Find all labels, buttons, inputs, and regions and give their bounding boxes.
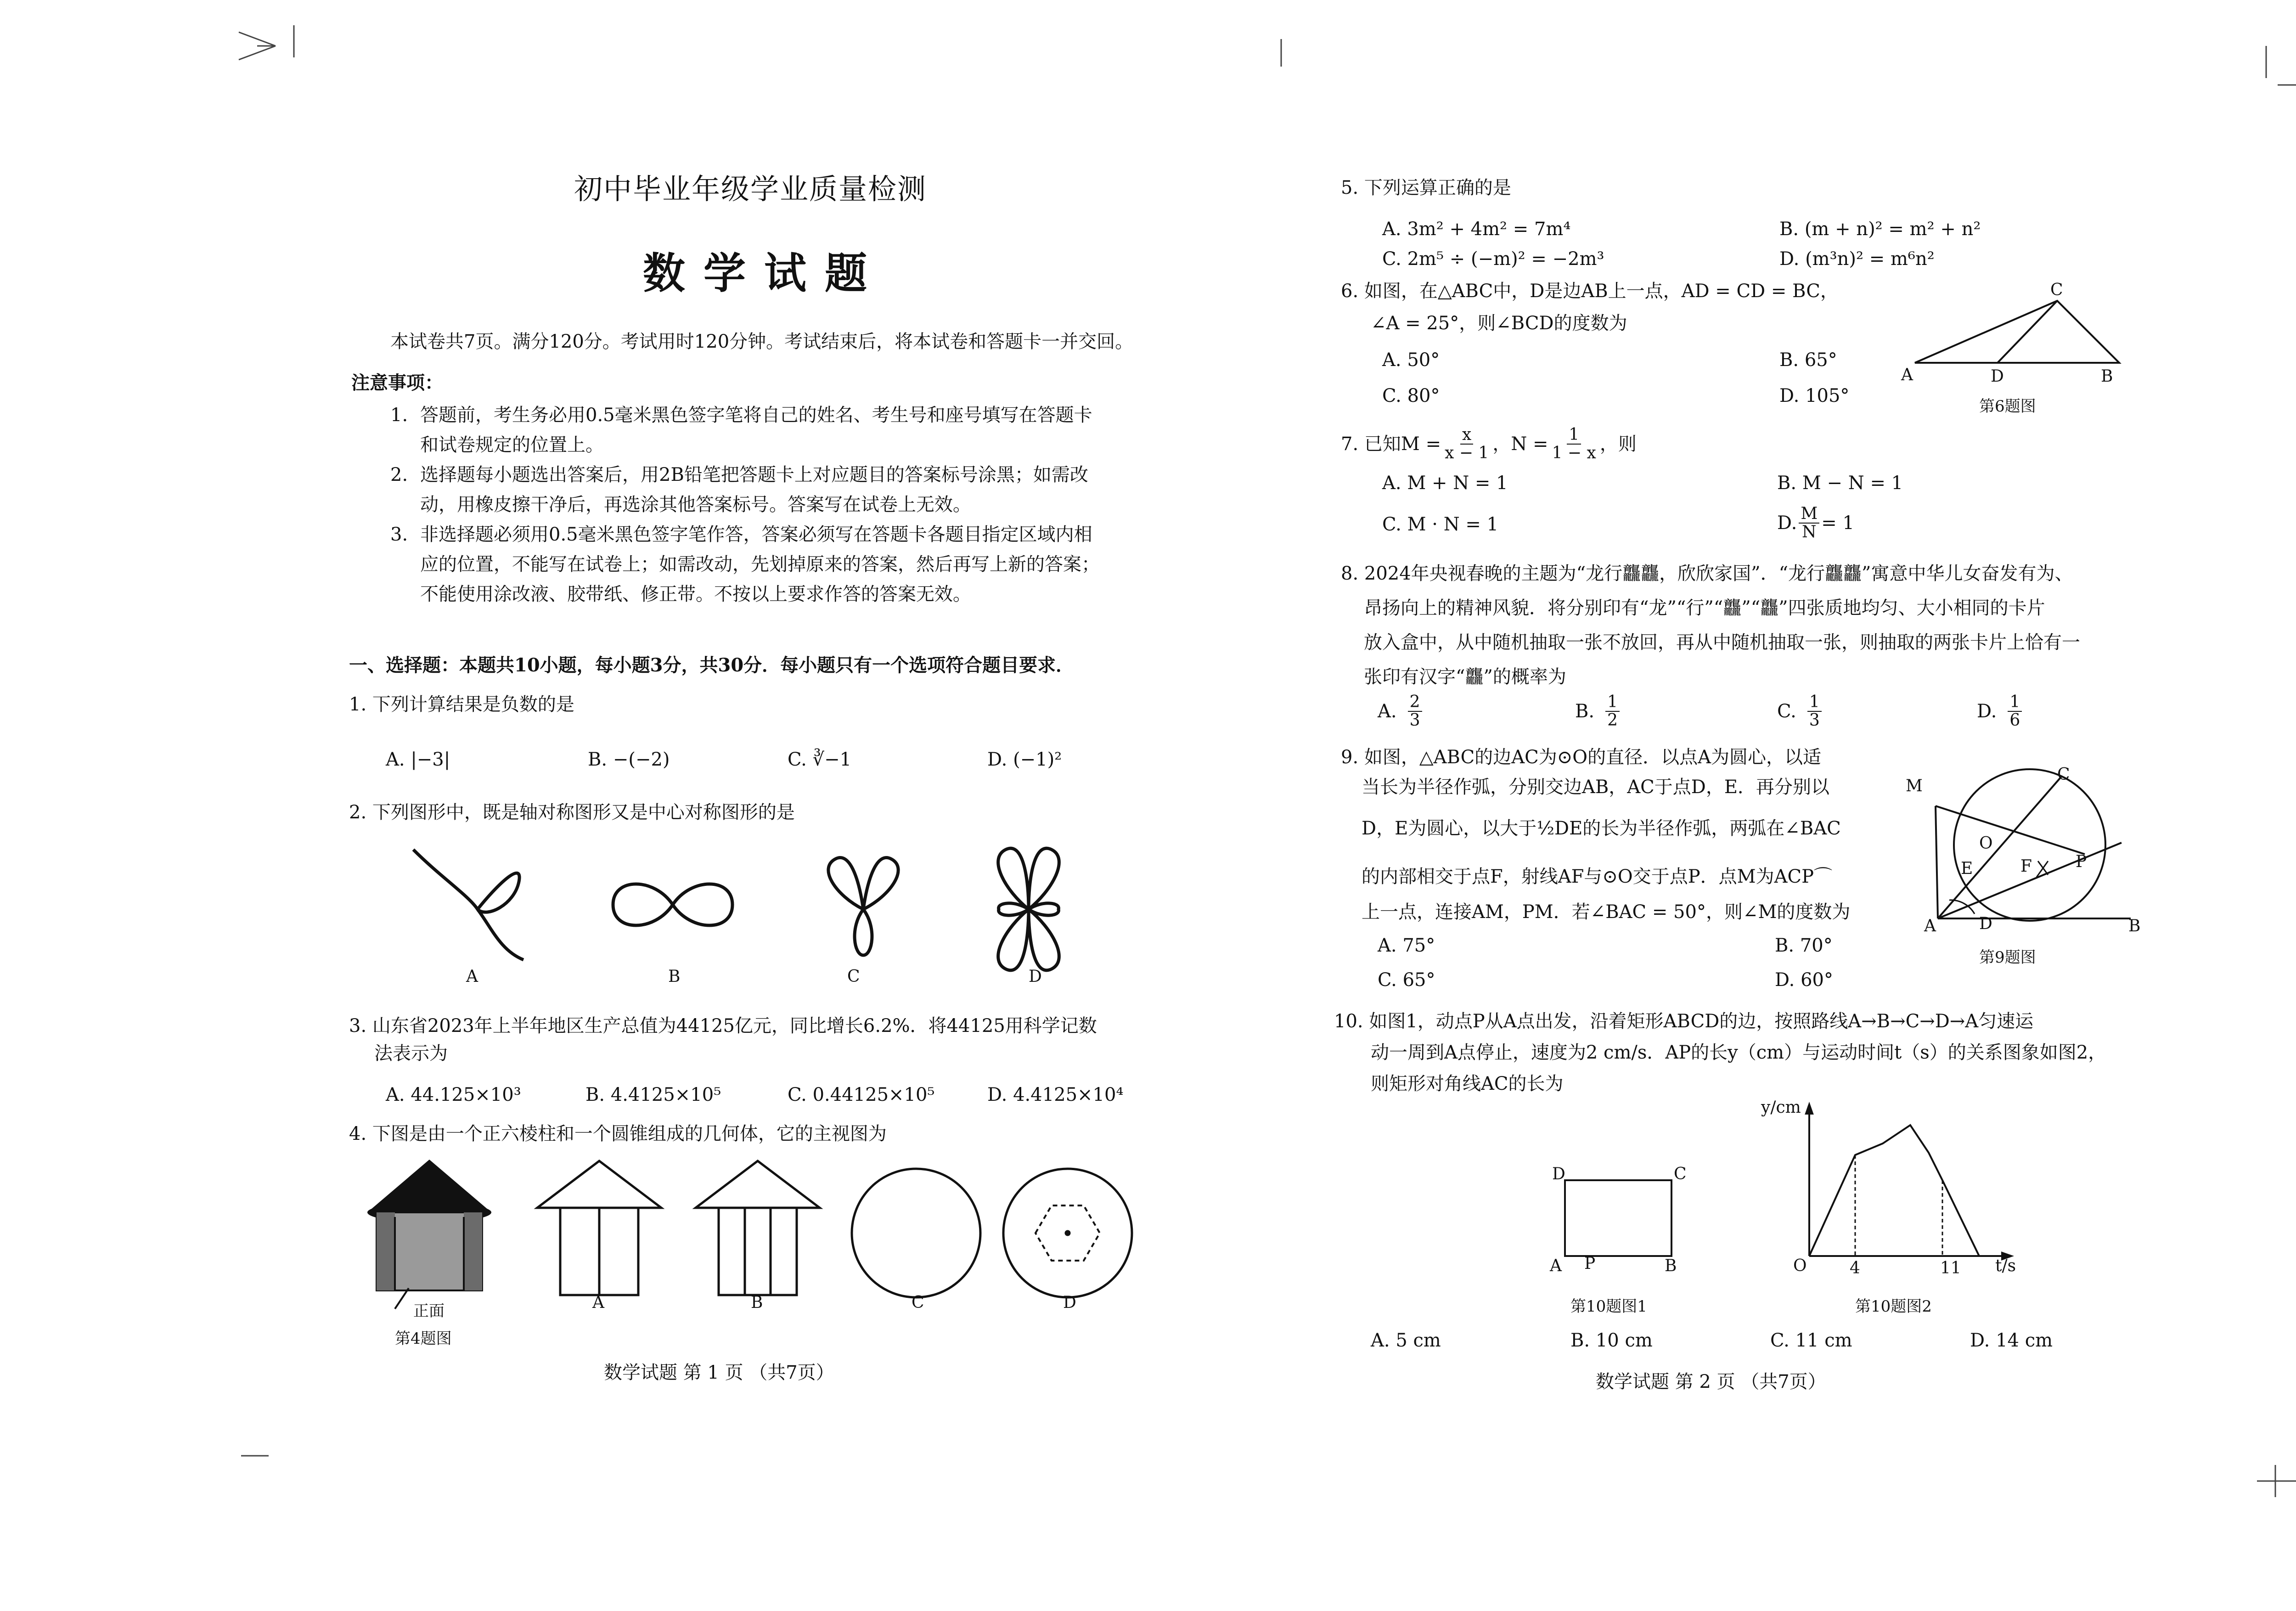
note-line: 选择题每小题选出答案后，用2B铅笔把答题卡上对应题目的答案标号涂黑；如需改 (420, 464, 1088, 485)
q7-option-a: A. M + N = 1 (1382, 473, 1508, 494)
q9-point-e: E (1961, 859, 1973, 878)
fraction-denominator: x − 1 (1445, 443, 1489, 462)
fraction-numerator: 2 (1408, 693, 1422, 712)
footer-left: 数学试题 第 1 页 （共7页） (604, 1362, 834, 1383)
note-line: 不能使用涂改液、胶带纸、修正带。不按以上要求作答的答案无效。 (420, 584, 971, 605)
q5-option-d: D. (m³n)² = m⁶n² (1779, 248, 1935, 270)
q3-option-d: D. 4.4125×10⁴ (987, 1084, 1124, 1105)
option-label: D. (1977, 700, 1997, 722)
q7-option-c: C. M · N = 1 (1382, 514, 1499, 535)
section-heading: 一、选择题：本题共10小题，每小题3分，共30分．每小题只有一个选项符合题目要求． (349, 654, 1075, 676)
q4-label-d: D (1063, 1293, 1076, 1312)
note-line: 应的位置，不能写在试卷上；如需改动，先划掉原来的答案，然后再写上新的答案； (420, 554, 1100, 575)
q9-point-c: C (2057, 765, 2070, 784)
q10-axis-y-label: y/cm (1761, 1098, 1801, 1117)
option-label: C. (1777, 700, 1796, 722)
footer-right: 数学试题 第 2 页 （共7页） (1596, 1371, 1826, 1392)
q10-tick-4: 4 (1850, 1259, 1860, 1278)
fraction-denominator: 3 (1409, 710, 1420, 730)
q7-option-b: B. M − N = 1 (1777, 473, 1903, 494)
fraction-numerator: 1 (1605, 693, 1620, 712)
q9-point-b: B (2128, 917, 2141, 935)
q6-point-b: B (2101, 367, 2113, 386)
q10-fig1-point-b: B (1665, 1256, 1677, 1275)
q9-stem-line: 的内部相交于点F，射线AF与⊙O交于点P．点M为ACP⌒ (1362, 866, 1832, 887)
q10-option-a: A. 5 cm (1371, 1330, 1441, 1351)
q1-option-c: C. ∛−1 (788, 749, 852, 770)
q6-option-d: D. 105° (1779, 385, 1850, 406)
note-line: 和试卷规定的位置上。 (420, 434, 604, 456)
q10-tick-11: 11 (1940, 1259, 1961, 1278)
q3-option-a: A. 44.125×10³ (386, 1084, 521, 1105)
exam-header: 初中毕业年级学业质量检测 (574, 172, 927, 206)
q8-stem-line: 8. 2024年央视春晚的主题为“龙行龘龘，欣欣家国”．“龙行龘龘”寓意中华儿女奋发有为、 (1341, 563, 2073, 584)
q6-point-a: A (1901, 366, 1913, 384)
fraction-denominator: 3 (1809, 710, 1820, 730)
q9-point-m: M (1906, 777, 1923, 795)
q4-label-a: A (592, 1293, 604, 1312)
q10-fig1-point-d: D (1552, 1165, 1565, 1183)
note-line: 非选择题必须用0.5毫米黑色签字笔作答，答案必须写在答题卡各题目指定区域内相 (420, 524, 1092, 545)
q5-stem: 5. 下列运算正确的是 (1341, 177, 1511, 198)
q10-fig1-point-a: A (1550, 1256, 1562, 1275)
q4-front-label: 正面 (413, 1302, 445, 1320)
q9-stem-line: 上一点，连接AM，PM．若∠BAC = 50°，则∠M的度数为 (1362, 901, 1851, 923)
notes-heading: 注意事项： (351, 372, 443, 394)
q9-option-b: B. 70° (1775, 935, 1833, 956)
note-number: 1. (390, 405, 408, 426)
q10-fig1-point-p: P (1584, 1254, 1596, 1273)
q10-fig2-caption: 第10题图2 (1855, 1297, 1932, 1316)
option-rhs: = 1 (1821, 512, 1854, 534)
q3-stem-line: 法表示为 (374, 1043, 448, 1064)
q6-option-b: B. 65° (1779, 349, 1837, 371)
q5-option-c: C. 2m⁵ ÷ (−m)² = −2m³ (1382, 248, 1604, 270)
q7-prefix: 7. 已知 (1341, 433, 1401, 455)
q9-option-c: C. 65° (1378, 969, 1435, 991)
q10-stem-line: 动一周到A点停止，速度为2 cm/s．AP的长y（cm）与运动时间t（s）的关系图象如图2， (1371, 1042, 2107, 1063)
q9-stem-line: 9. 如图，△ABC的边AC为⊙O的直径．以点A为圆心，以适 (1341, 747, 1821, 768)
note-line: 动，用橡皮擦干净后，再选涂其他答案标号。答案写在试卷上无效。 (420, 494, 971, 515)
q9-caption: 第9题图 (1979, 948, 2036, 967)
q6-stem-line: ∠A = 25°，则∠BCD的度数为 (1371, 313, 1627, 334)
q9-point-d: D (1979, 914, 1992, 933)
fraction-numerator: M (1799, 505, 1819, 524)
q1-option-b: B. −(−2) (588, 749, 670, 770)
q5-option-b: B. (m + n)² = m² + n² (1779, 219, 1981, 240)
q9-stem-line: D，E为圆心，以大于½DE的长为半径作弧，两弧在∠BAC (1362, 818, 1841, 839)
option-label: D. (1777, 512, 1797, 534)
q6-caption: 第6题图 (1979, 397, 2036, 416)
q3-stem-line: 3. 山东省2023年上半年地区生产总值为44125亿元，同比增长6.2%．将44125用科学记数 (349, 1015, 1097, 1036)
exam-title: 数学试题 (643, 248, 886, 298)
q6-option-a: A. 50° (1382, 349, 1440, 371)
exam-intro: 本试卷共7页。满分120分。考试用时120分钟。考试结束后，将本试卷和答题卡一并交回。 (390, 331, 1134, 352)
fraction-denominator: N (1802, 522, 1817, 541)
q4-label-c: C (912, 1293, 924, 1312)
q9-point-a: A (1924, 917, 1936, 935)
q10-stem-line: 10. 如图1，动点P从A点出发，沿着矩形ABCD的边，按照路线A→B→C→D→A匀速运 (1334, 1011, 2034, 1032)
note-line: 答题前，考生务必用0.5毫米黑色签字笔将自己的姓名、考生号和座号填写在答题卡 (420, 405, 1092, 426)
q7-n-lhs: ，N = (1492, 433, 1548, 455)
q6-point-c: C (2050, 281, 2063, 299)
q4-label-b: B (751, 1293, 763, 1312)
q10-fig1-caption: 第10题图1 (1570, 1297, 1647, 1316)
q4-caption: 第4题图 (395, 1329, 452, 1348)
q6-option-c: C. 80° (1382, 385, 1440, 406)
q7-suffix: ，则 (1599, 433, 1637, 455)
q4-stem: 4. 下图是由一个正六棱柱和一个圆锥组成的几何体，它的主视图为 (349, 1123, 887, 1144)
q10-option-c: C. 11 cm (1770, 1330, 1852, 1351)
q2-label-a: A (466, 967, 478, 986)
q2-label-b: B (668, 967, 681, 986)
q10-option-d: D. 14 cm (1970, 1330, 2053, 1351)
q6-point-d: D (1991, 367, 2004, 386)
note-number: 2. (390, 464, 408, 485)
q3-option-c: C. 0.44125×10⁵ (788, 1084, 935, 1105)
q6-stem-line: 6. 如图，在△ABC中，D是边AB上一点，AD = CD = BC， (1341, 281, 1839, 302)
q9-point-p: P (2076, 852, 2087, 871)
fraction-numerator: 1 (1567, 426, 1581, 445)
q9-stem-line: 当长为半径作弧，分别交边AB，AC于点D，E．再分别以 (1362, 777, 1830, 798)
fraction-numerator: x (1460, 426, 1473, 445)
q9-option-d: D. 60° (1775, 969, 1833, 991)
q10-origin-label: O (1793, 1256, 1807, 1275)
q8-stem-line: 昂扬向上的精神风貌．将分别印有“龙”“行”“龘”“龘”四张质地均匀、大小相同的卡片 (1364, 597, 2045, 619)
q2-stem: 2. 下列图形中，既是轴对称图形又是中心对称图形的是 (349, 802, 795, 823)
q1-option-d: D. (−1)² (987, 749, 1062, 770)
option-label: A. (1378, 700, 1397, 722)
q2-label-c: C (847, 967, 860, 986)
q9-option-a: A. 75° (1378, 935, 1435, 956)
q10-axis-x-label: t/s (1995, 1256, 2016, 1275)
fraction-numerator: 1 (1807, 693, 1822, 712)
fraction-numerator: 1 (2008, 693, 2022, 712)
q3-option-b: B. 4.4125×10⁵ (585, 1084, 721, 1105)
q10-fig1-point-c: C (1674, 1165, 1687, 1183)
fraction-denominator: 1 − x (1552, 443, 1596, 462)
q10-option-b: B. 10 cm (1570, 1330, 1653, 1351)
q1-stem: 1. 下列计算结果是负数的是 (349, 694, 574, 715)
q9-point-o: O (1979, 834, 1993, 853)
q2-label-d: D (1029, 967, 1042, 986)
q8-stem-line: 张印有汉字“龘”的概率为 (1364, 666, 1566, 687)
option-label: B. (1575, 700, 1595, 722)
fraction-denominator: 6 (2009, 710, 2020, 730)
q1-option-a: A. |−3| (386, 749, 450, 770)
q10-stem-line: 则矩形对角线AC的长为 (1371, 1073, 1564, 1094)
q9-point-f: F (2020, 857, 2032, 876)
note-number: 3. (390, 524, 408, 545)
fraction-denominator: 2 (1607, 710, 1618, 730)
q5-option-a: A. 3m² + 4m² = 7m⁴ (1382, 219, 1571, 240)
q8-stem-line: 放入盒中，从中随机抽取一张不放回，再从中随机抽取一张，则抽取的两张卡片上恰有一 (1364, 632, 2080, 653)
q7-m-lhs: M = (1401, 433, 1441, 455)
